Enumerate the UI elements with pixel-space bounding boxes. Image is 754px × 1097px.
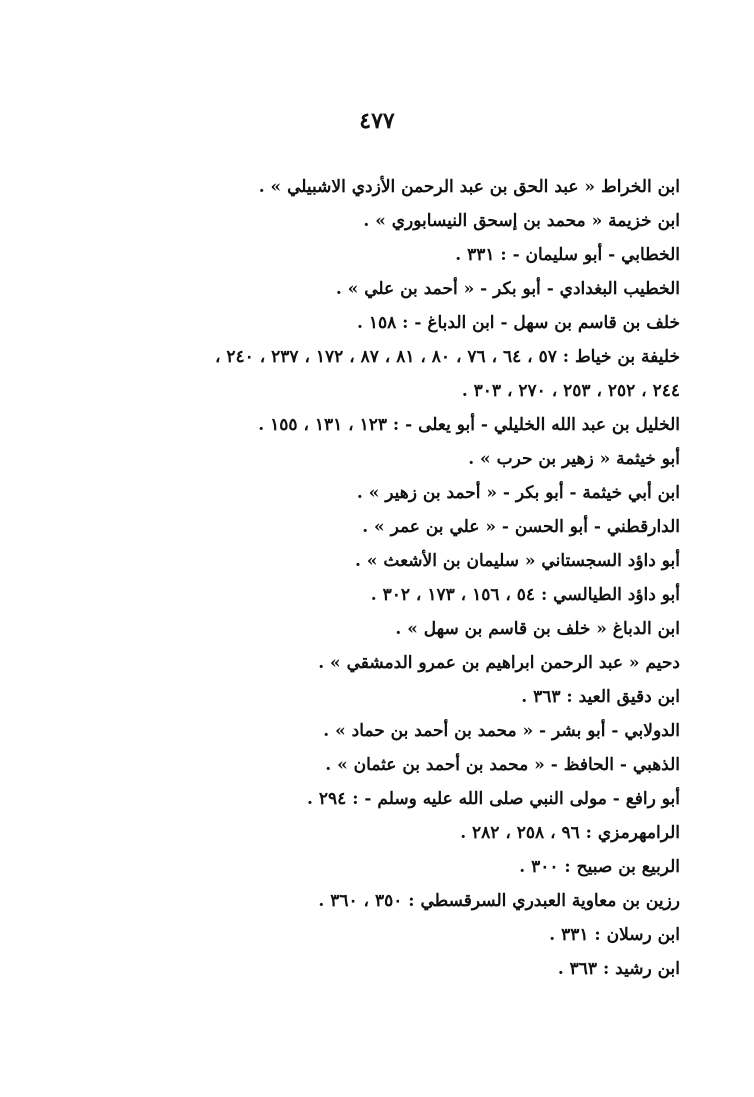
index-entry: الربيع بن صبيح : ٣٠٠ .: [519, 857, 680, 877]
index-entry: خليفة بن خياط : ٥٧ ، ٦٤ ، ٧٦ ، ٨٠ ، ٨١ ، ٨٧ ، ١٧٢ ، ٢٣٧ ، ٢٤٠ ،: [215, 347, 680, 367]
index-entry: خلف بن قاسم بن سهل - ابن الدباغ - : ١٥٨ .: [357, 313, 680, 333]
index-entry: ابن خزيمة « محمد بن إسحق النيسابوري » .: [363, 211, 680, 231]
index-entry: الذهبي - الحافظ - « محمد بن أحمد بن عثمان » .: [325, 755, 680, 775]
index-entry: أبو داؤد الطيالسي : ٥٤ ، ١٥٦ ، ١٧٣ ، ٣٠٢ .: [370, 585, 680, 605]
index-entry: ابن الدباغ « خلف بن قاسم بن سهل » .: [395, 619, 680, 639]
index-entry: الرامهرمزي : ٩٦ ، ٢٥٨ ، ٢٨٢ .: [460, 823, 680, 843]
page-number: ٤٧٧: [359, 108, 395, 134]
index-entry: ابن رشيد : ٣٦٣ .: [557, 959, 680, 979]
index-entry: رزين بن معاوية العبدري السرقسطي : ٣٥٠ ، ٣٦٠ .: [318, 891, 680, 911]
index-entry: أبو داؤد السجستاني « سليمان بن الأشعث » .: [355, 551, 680, 571]
index-entry: الخليل بن عبد الله الخليلي - أبو يعلى - : ١٢٣ ، ١٣١ ، ١٥٥ .: [258, 415, 680, 435]
index-entry: الدارقطني - أبو الحسن - « علي بن عمر » .: [362, 517, 680, 537]
index-entry: الخطيب البغدادي - أبو بكر - « أحمد بن علي » .: [335, 279, 680, 299]
index-entry: ابن الخراط « عبد الحق بن عبد الرحمن الأزدي الاشبيلي » .: [258, 177, 680, 197]
index-entry: الدولابي - أبو بشر - « محمد بن أحمد بن حماد » .: [323, 721, 680, 741]
index-entries: [70, 170, 680, 986]
index-entry-continuation: ٢٤٤ ، ٢٥٢ ، ٢٥٣ ، ٢٧٠ ، ٣٠٣ .: [461, 381, 680, 401]
index-entry: أبو خيثمة « زهير بن حرب » .: [468, 449, 680, 469]
index-entry: ابن أبي خيثمة - أبو بكر - « أحمد بن زهير » .: [356, 483, 680, 503]
index-entry: أبو رافع - مولى النبي صلى الله عليه وسلم - : ٢٩٤ .: [307, 789, 680, 809]
index-entry: ابن رسلان : ٣٣١ .: [549, 925, 680, 945]
index-entry: دحيم « عبد الرحمن ابراهيم بن عمرو الدمشقي » .: [318, 653, 680, 673]
index-entry: الخطابي - أبو سليمان - : ٣٣١ .: [455, 245, 680, 265]
index-entry: ابن دقيق العيد : ٣٦٣ .: [521, 687, 680, 707]
